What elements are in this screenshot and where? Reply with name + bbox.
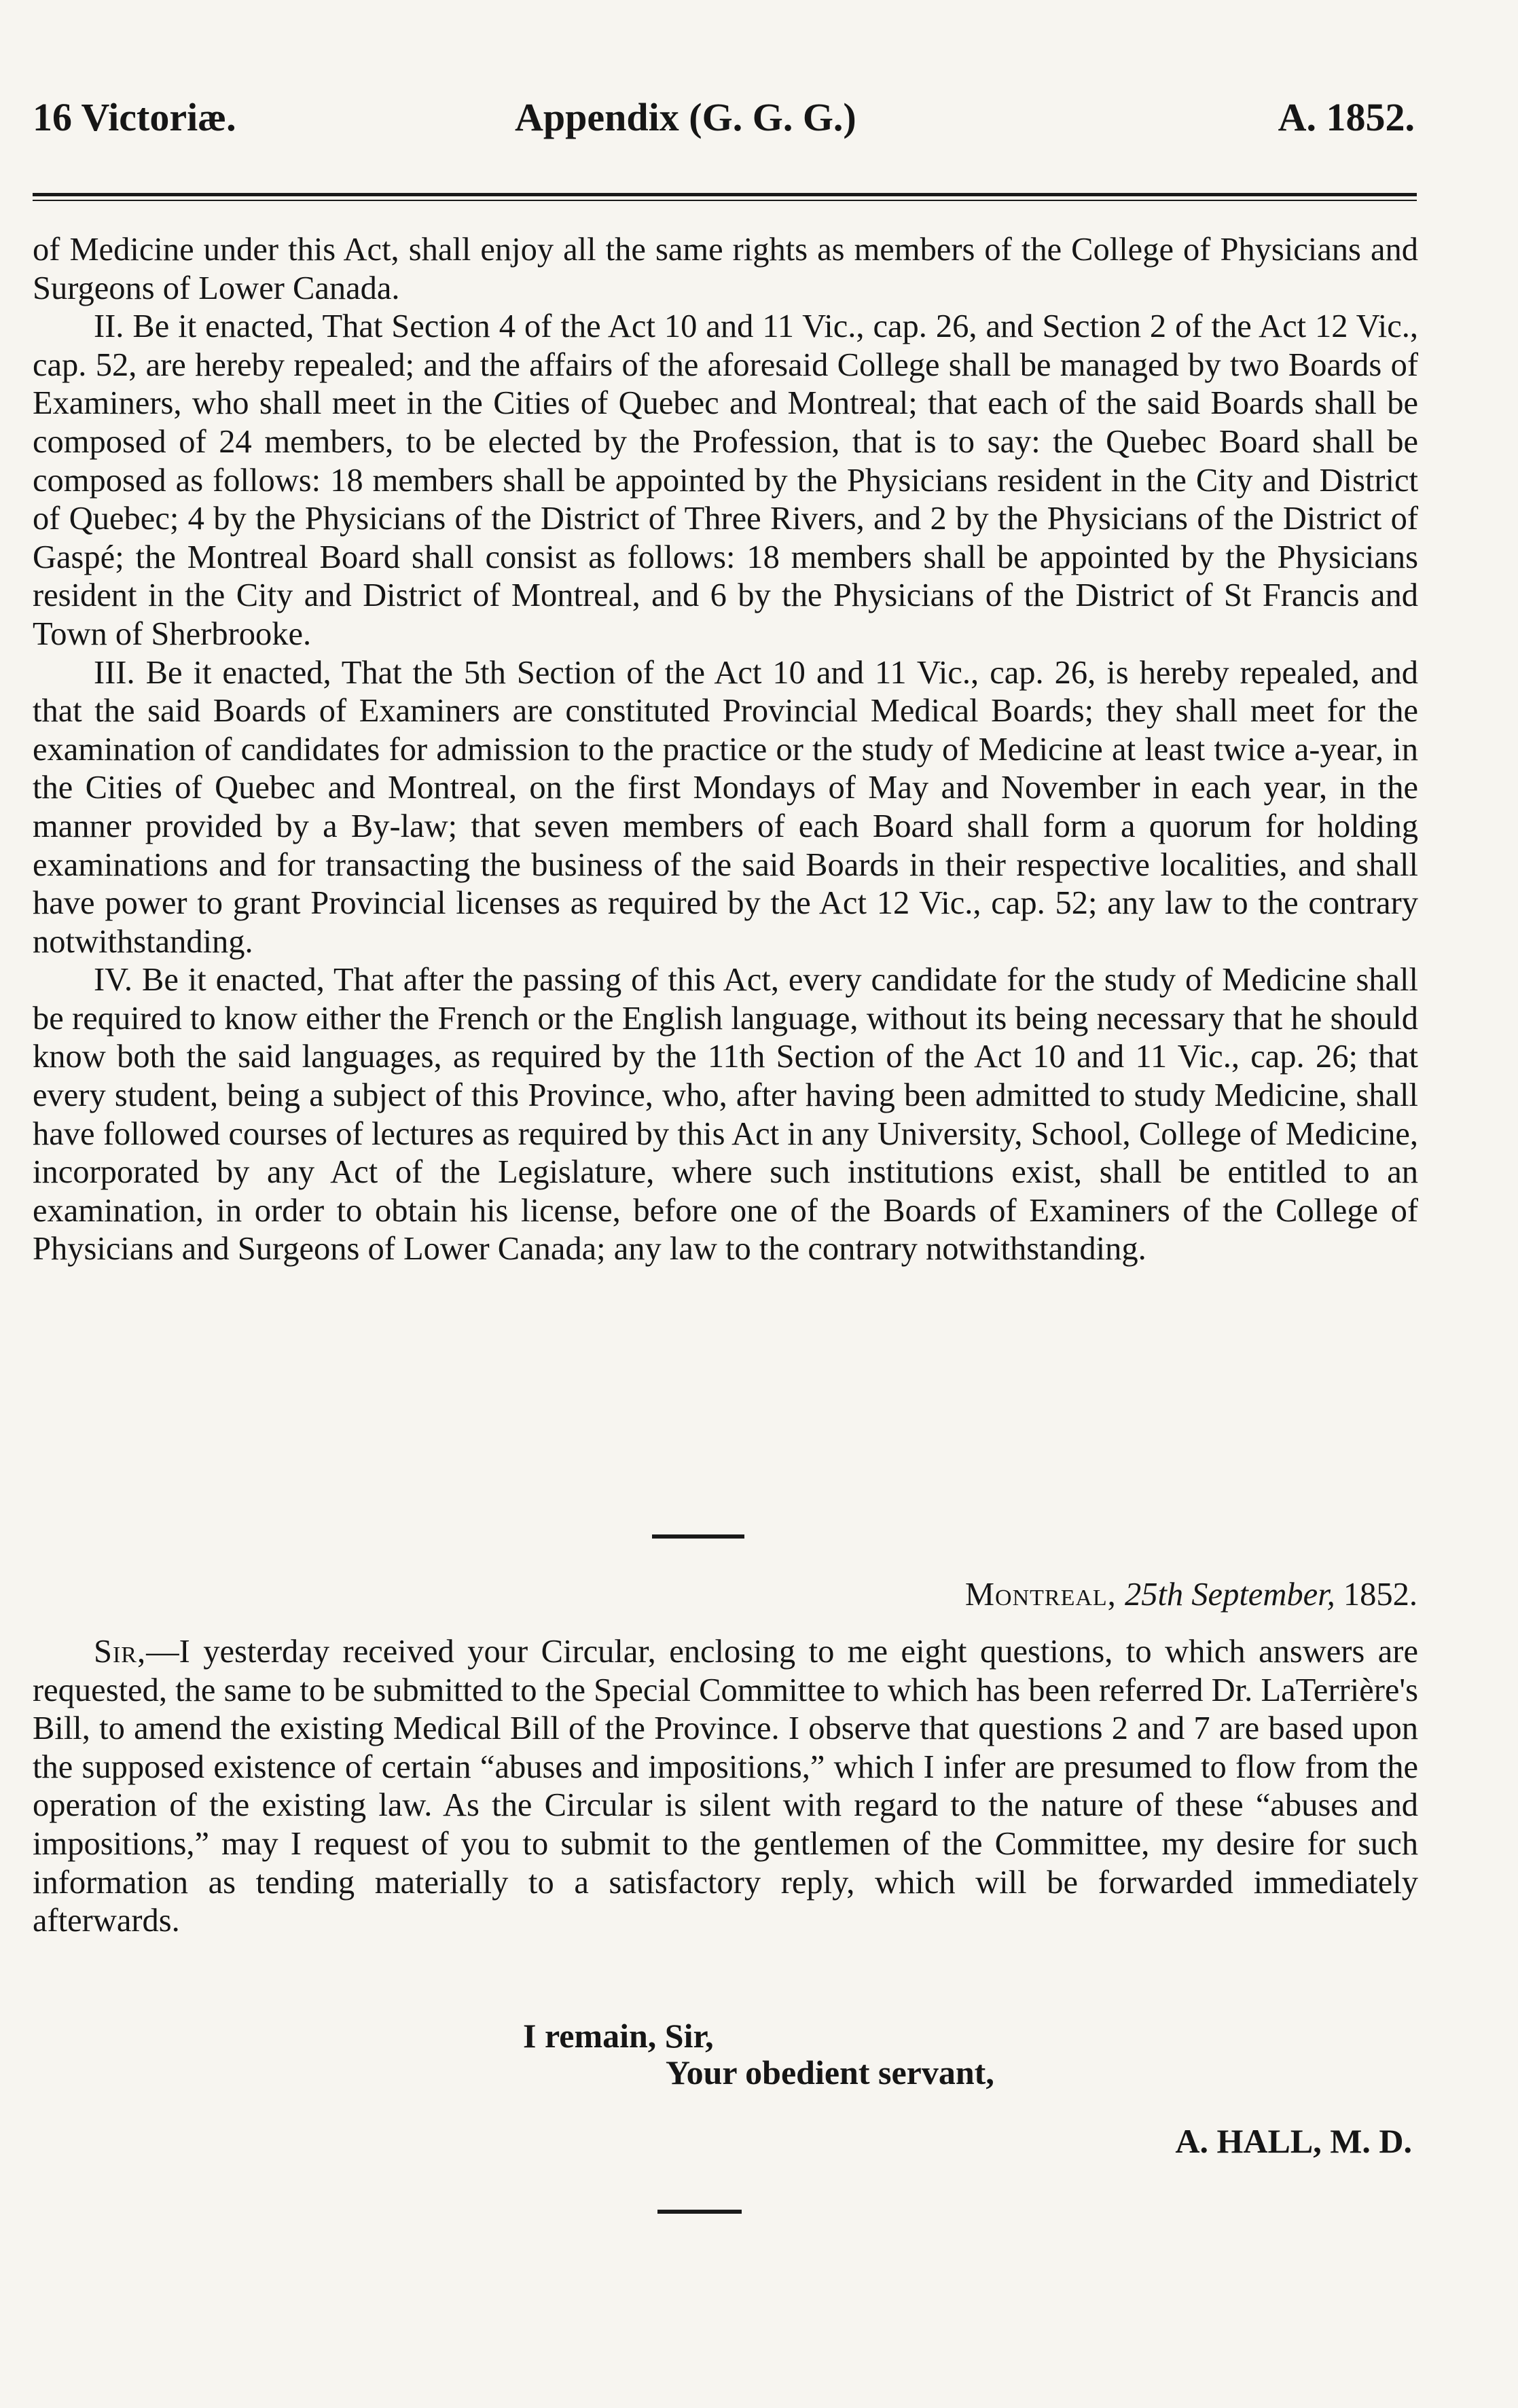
running-head-right: A. 1852. [1278,95,1415,139]
act-section-iv: IV. Be it enacted, That after the passing of this Act, every candidate for the study of Medicine shall be required to know either the French or the English language, without its being necessary that he should know both the said languages, as required by the 11th Section of the Act 10 and 11 Vic., cap. 26; that every student, being a subject of this Province, who, after having been admitted to study Medicine, shall have followed courses of lectures as required by this Act in any University, School, College of Medicine, incorporated by any Act of the Legislature, where such institutions exist, shall be entitled to an examination, in order to obtain his license, before one of the Boards of Examiners of the College of Physicians and Surgeons of Lower Canada; any law to the contrary notwithstanding. [33,962,1418,1268]
letter-closing: I remain, Sir, [523,2017,714,2055]
letter-text: —I yesterday received your Circular, enclosing to me eight questions, to which answers are requested, the same to be submitted to the Special Committee to which has been referred Dr. LaTerrière's Bill, to amend the existing Medical Bill of the Province. I observe that questions 2 and 7 are based upon the supposed existence of certain “abuses and impositions,” which I infer are presumed to flow from the operation of the existing law. As the Circular is silent with regard to the nature of these “abuses and impositions,” may I request of you to submit to the gentlemen of the Committee, my desire for such information as tending materially to a satisfactory reply, which will be forwarded immediately afterwards. [33,1634,1418,1939]
letter-salutation: Sir, [94,1634,147,1670]
letter-dateline [965,1575,1417,1615]
end-rule [657,2210,742,2214]
letter-day: 25th September, [1124,1577,1335,1613]
section-separator-rule [652,1534,744,1539]
running-head [33,87,1415,148]
running-head-center: Appendix (G. G. G.) [515,95,856,139]
act-text [33,231,1418,1269]
act-paragraph-continuation: of Medicine under this Act, shall enjoy all the same rights as members of the College of Physicians and Surgeons of Lower Canada. [33,232,1418,306]
header-rule-thick [33,193,1417,196]
header-rule-thin [33,200,1417,201]
act-section-ii: II. Be it enacted, That Section 4 of the Act 10 and 11 Vic., cap. 26, and Section 2 of the Act 12 Vic., cap. 52, are hereby repealed; and the affairs of the aforesaid College shall be managed by two Boards of Examiners, who shall meet in the Cities of Quebec and Montreal; that each of the said Boards shall be composed of 24 members, to be elected by the Profession, that is to say: the Quebec Board shall be composed as follows: 18 members shall be appointed by the Physicians resident in the City and District of Quebec; 4 by the Physicians of the District of Three Rivers, and 2 by the Physicians of the District of Gaspé; the Montreal Board shall consist as follows: 18 members shall be appointed by the Physicians resident in the City and District of Montreal, and 6 by the Physicians of the District of St Francis and Town of Sherbrooke. [33,308,1418,652]
letter-complimentary-close: Your obedient servant, [666,2053,994,2091]
letter-body [33,1633,1418,1941]
act-section-iii: III. Be it enacted, That the 5th Section of the Act 10 and 11 Vic., cap. 26, is hereby repealed, and that the said Boards of Examiners are constituted Provincial Medical Boards; they shall meet for the examination of candidates for admission to the practice or the study of Medicine at least twice a-year, in the Cities of Quebec and Montreal, on the first Mondays of May and November in each year, in the manner provided by a By-law; that seven members of each Board shall form a quorum for holding examinations and for transacting the business of the said Boards in their respective localities, and shall have power to grant Provincial licenses as required by the Act 12 Vic., cap. 52; any law to the contrary notwithstanding. [33,654,1418,960]
letter-signature: A. HALL, M. D. [1175,2122,1412,2160]
letter-year: 1852. [1343,1577,1417,1613]
letter-place: Montreal, [964,1577,1117,1613]
running-head-left: 16 Victoriæ. [33,95,236,139]
